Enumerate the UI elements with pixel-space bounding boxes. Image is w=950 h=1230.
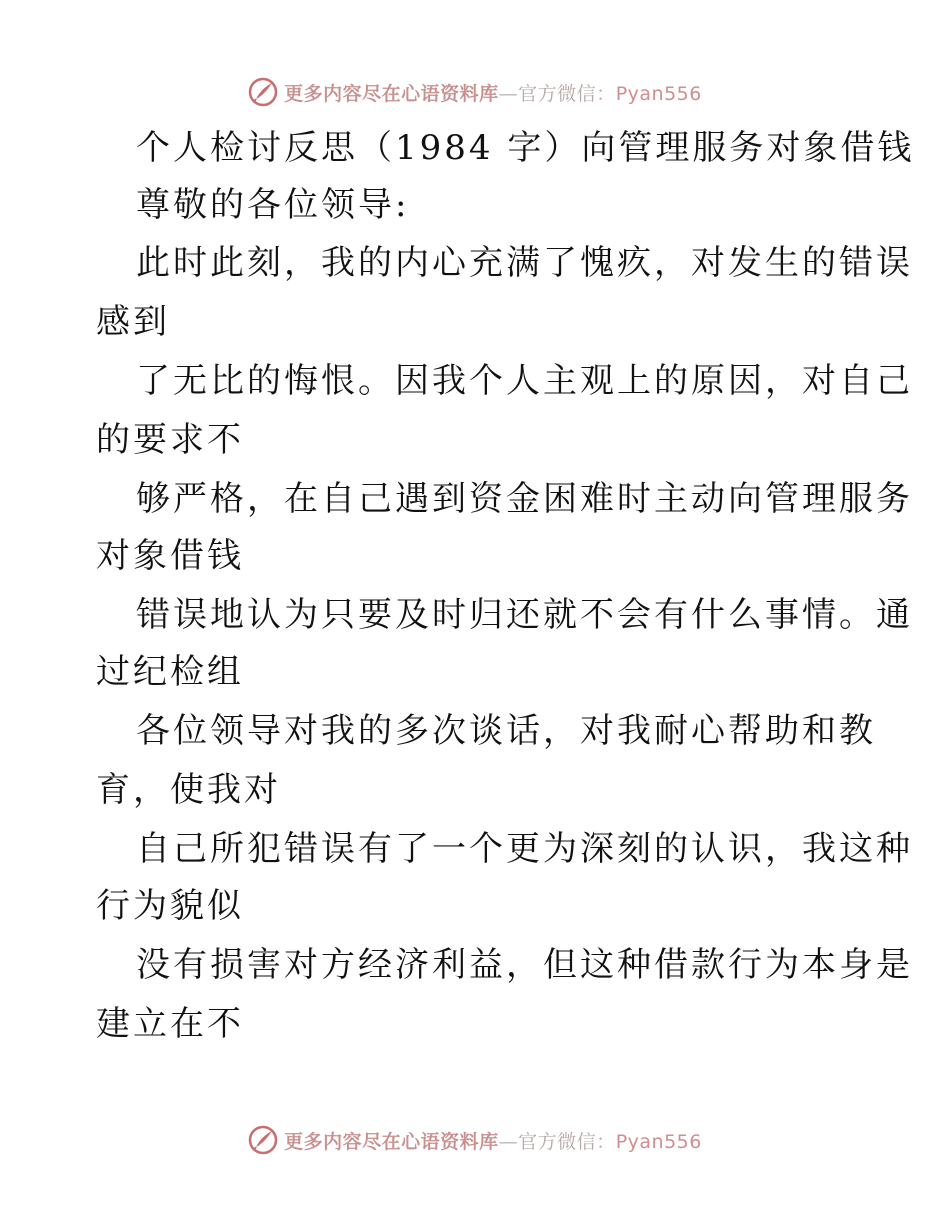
- watermark-wechat-id: Pyan556: [615, 82, 702, 105]
- paragraph-line: 了无比的悔恨。因我个人主观上的原因，对自己: [136, 361, 913, 401]
- footer-watermark: [0, 1120, 950, 1160]
- paragraph-line: 过纪检组: [96, 652, 244, 692]
- paragraph-line: 对象借钱: [96, 536, 244, 576]
- paragraph-line: 此时此刻，我的内心充满了愧疚，对发生的错误: [136, 243, 913, 283]
- paragraph-line: 育，使我对: [96, 770, 281, 810]
- quill-logo-icon: [248, 1125, 278, 1155]
- watermark-wechat-label: 官方微信：: [518, 82, 616, 105]
- paragraph-line: 各位领导对我的多次谈话，对我耐心帮助和教: [136, 711, 876, 751]
- watermark-text: [284, 1127, 702, 1154]
- watermark-text: [284, 79, 702, 106]
- watermark-brand: 更多内容尽在心语资料库: [284, 1130, 499, 1153]
- paragraph-line: 自己所犯错误有了一个更为深刻的认识，我这种: [136, 829, 913, 869]
- watermark-wechat-label: 官方微信：: [518, 1130, 616, 1153]
- paragraph-line: 行为貌似: [96, 886, 244, 926]
- watermark-wechat-id: Pyan556: [615, 1130, 702, 1153]
- paragraph-line: 感到: [96, 302, 170, 342]
- watermark-dash: —: [498, 1130, 519, 1153]
- watermark-dash: —: [498, 82, 519, 105]
- quill-logo-icon: [248, 77, 278, 107]
- paragraph-line: 错误地认为只要及时归还就不会有什么事情。通: [136, 595, 913, 635]
- paragraph-line: 没有损害对方经济利益，但这种借款行为本身是: [136, 945, 913, 985]
- salutation: 尊敬的各位领导:: [136, 185, 410, 225]
- watermark-brand: 更多内容尽在心语资料库: [284, 82, 499, 105]
- paragraph-line: 的要求不: [96, 420, 244, 460]
- document-title: 个人检讨反思（1984 字）向管理服务对象借钱: [136, 128, 915, 168]
- paragraph-line: 够严格，在自己遇到资金困难时主动向管理服务: [136, 479, 913, 519]
- paragraph-line: 建立在不: [96, 1004, 244, 1044]
- header-watermark: [0, 72, 950, 112]
